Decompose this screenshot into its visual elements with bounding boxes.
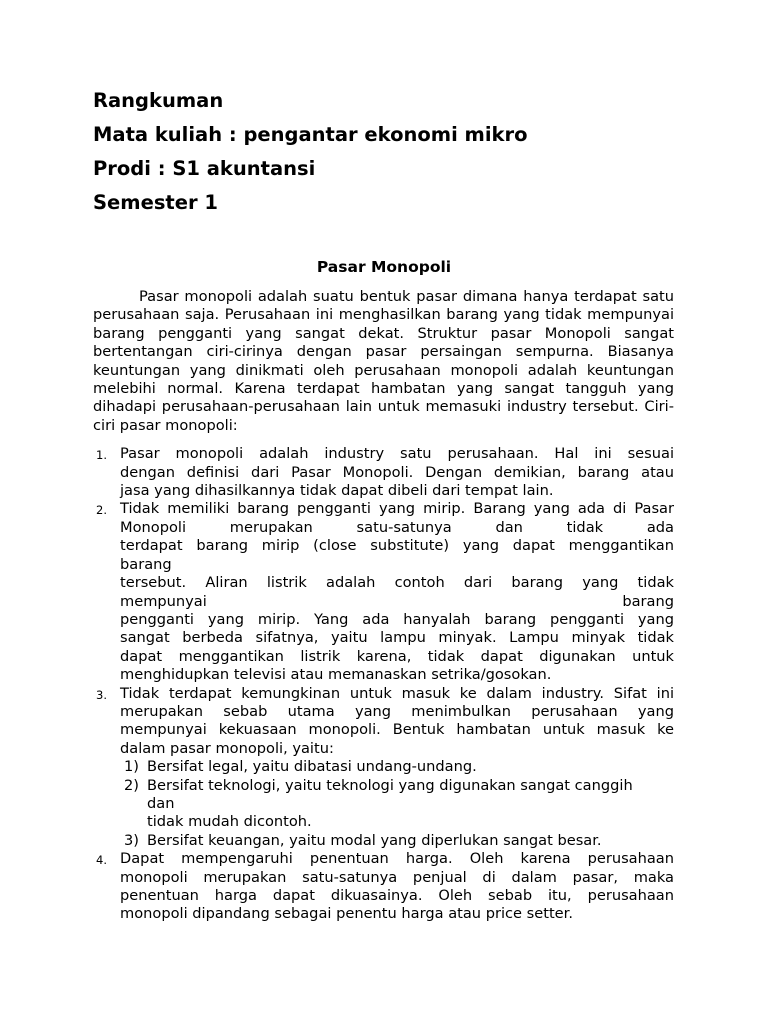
sublist-line: dan [147,794,175,812]
characteristics-list [93,445,674,924]
list-line: dalam pasar monopoli, yaitu: [120,739,334,757]
sublist-line: Bersifat legal, yaitu dibatasi undang-undang. [147,758,477,776]
list-line: dapat menggantikan listrik karena, tidak dapat digunakan untuk [120,647,674,665]
list-line: jasa yang dihasilkannya tidak dapat dibeli dari tempat lain. [120,482,554,500]
sublist-number: 2) [124,776,139,794]
list-line: penentuan harga dapat dikuasainya. Oleh sebab itu, perusahaan [120,887,674,904]
list-line: terdapat barang mirip (close substitute) yang dapat menggantikan [120,537,674,555]
list-line: Tidak memiliki barang pengganti yang mirip. Barang yang ada di Pasar [120,500,674,518]
header-line-1: Rangkuman [93,89,224,112]
list-line: Pasar monopoli adalah industry satu perusahaan. Hal ini sesuai [120,445,674,463]
list-line: dengan definisi dari Pasar Monopoli. Dengan demikian, barang atau [120,463,674,481]
list-item-4 [93,850,674,924]
list-line: Tidak terdapat kemungkinan untuk masuk ke dalam industry. Sifat ini [120,684,674,702]
document-body [93,288,674,924]
list-line: monopoli merupakan satu-satunya penjual di dalam pasar, maka [120,868,674,886]
list-item-3 [93,685,674,851]
header-program: Prodi : S1 akuntansi [93,157,316,180]
list-number: 2. [96,503,107,518]
list-line: mempunyai barang [120,592,674,610]
header-block [93,84,528,220]
barriers-sublist-cont [120,832,674,850]
list-line: barang [120,555,172,573]
sublist-continuation: tidak mudah dicontoh. [147,813,312,831]
sublist-number: 3) [124,831,139,849]
list-item-1 [93,445,674,500]
sublist-item-2 [120,777,674,814]
section-title: Pasar Monopoli [316,258,452,276]
list-line: Dapat mempengaruhi penentuan harga. Oleh karena perusahaan [120,850,674,868]
list-line: merupakan sebab utama yang menimbulkan perusahaan yang [120,702,674,720]
sublist-line: Bersifat teknologi, yaitu teknologi yang digunakan sangat canggih [147,776,633,794]
barriers-sublist [120,758,674,813]
list-number: 3. [96,687,107,702]
list-item-2 [93,500,674,684]
list-line: menghidupkan televisi atau memanaskan setrika/gosokan. [120,666,552,684]
sublist-item-1 [120,758,674,776]
sublist-line: Bersifat keuangan, yaitu modal yang diperlukan sangat besar. [147,831,602,849]
sublist-number: 1) [124,758,139,776]
list-line: sangat berbeda sifatnya, yaitu lampu minyak. Lampu minyak tidak [120,629,674,647]
list-line: pengganti yang mirip. Yang ada hanyalah barang pengganti yang [120,610,674,628]
list-line: Monopoli merupakan satu-satunya dan tidak ada [120,518,674,536]
header-course: Mata kuliah : pengantar ekonomi mikro [93,123,528,146]
header-semester: Semester 1 [93,191,218,214]
list-line: monopoli dipandang sebagai penentu harga atau price setter. [120,905,573,923]
list-line: tersebut. Aliran listrik adalah contoh dari barang yang tidak [120,574,674,592]
sublist-item-3 [120,832,674,850]
intro-paragraph: Pasar monopoli adalah suatu bentuk pasar dimana hanya terdapat satu perusahaan saja. Perusahaan ini menghasilkan barang yang tidak mempunyai barang pengganti yang sangat dekat. Struktur pasar Monopoli sangat bertentangan ciri-cirinya dengan pasar persaingan sempurna. Biasanya keuntungan yang dinikmati oleh perusahaan monopoli adalah keuntungan melebihi normal. Karena terdapat hambatan yang sangat tangguh yang dihadapi perusahaan-perusahaan lain untuk memasuki industry tersebut. Ciri- ciri pasar monopoli: [93,288,674,434]
list-number: 1. [96,448,107,463]
list-number: 4. [96,853,107,868]
list-line: mempunyai kekuasaan monopoli. Bentuk hambatan untuk masuk ke [120,721,674,739]
